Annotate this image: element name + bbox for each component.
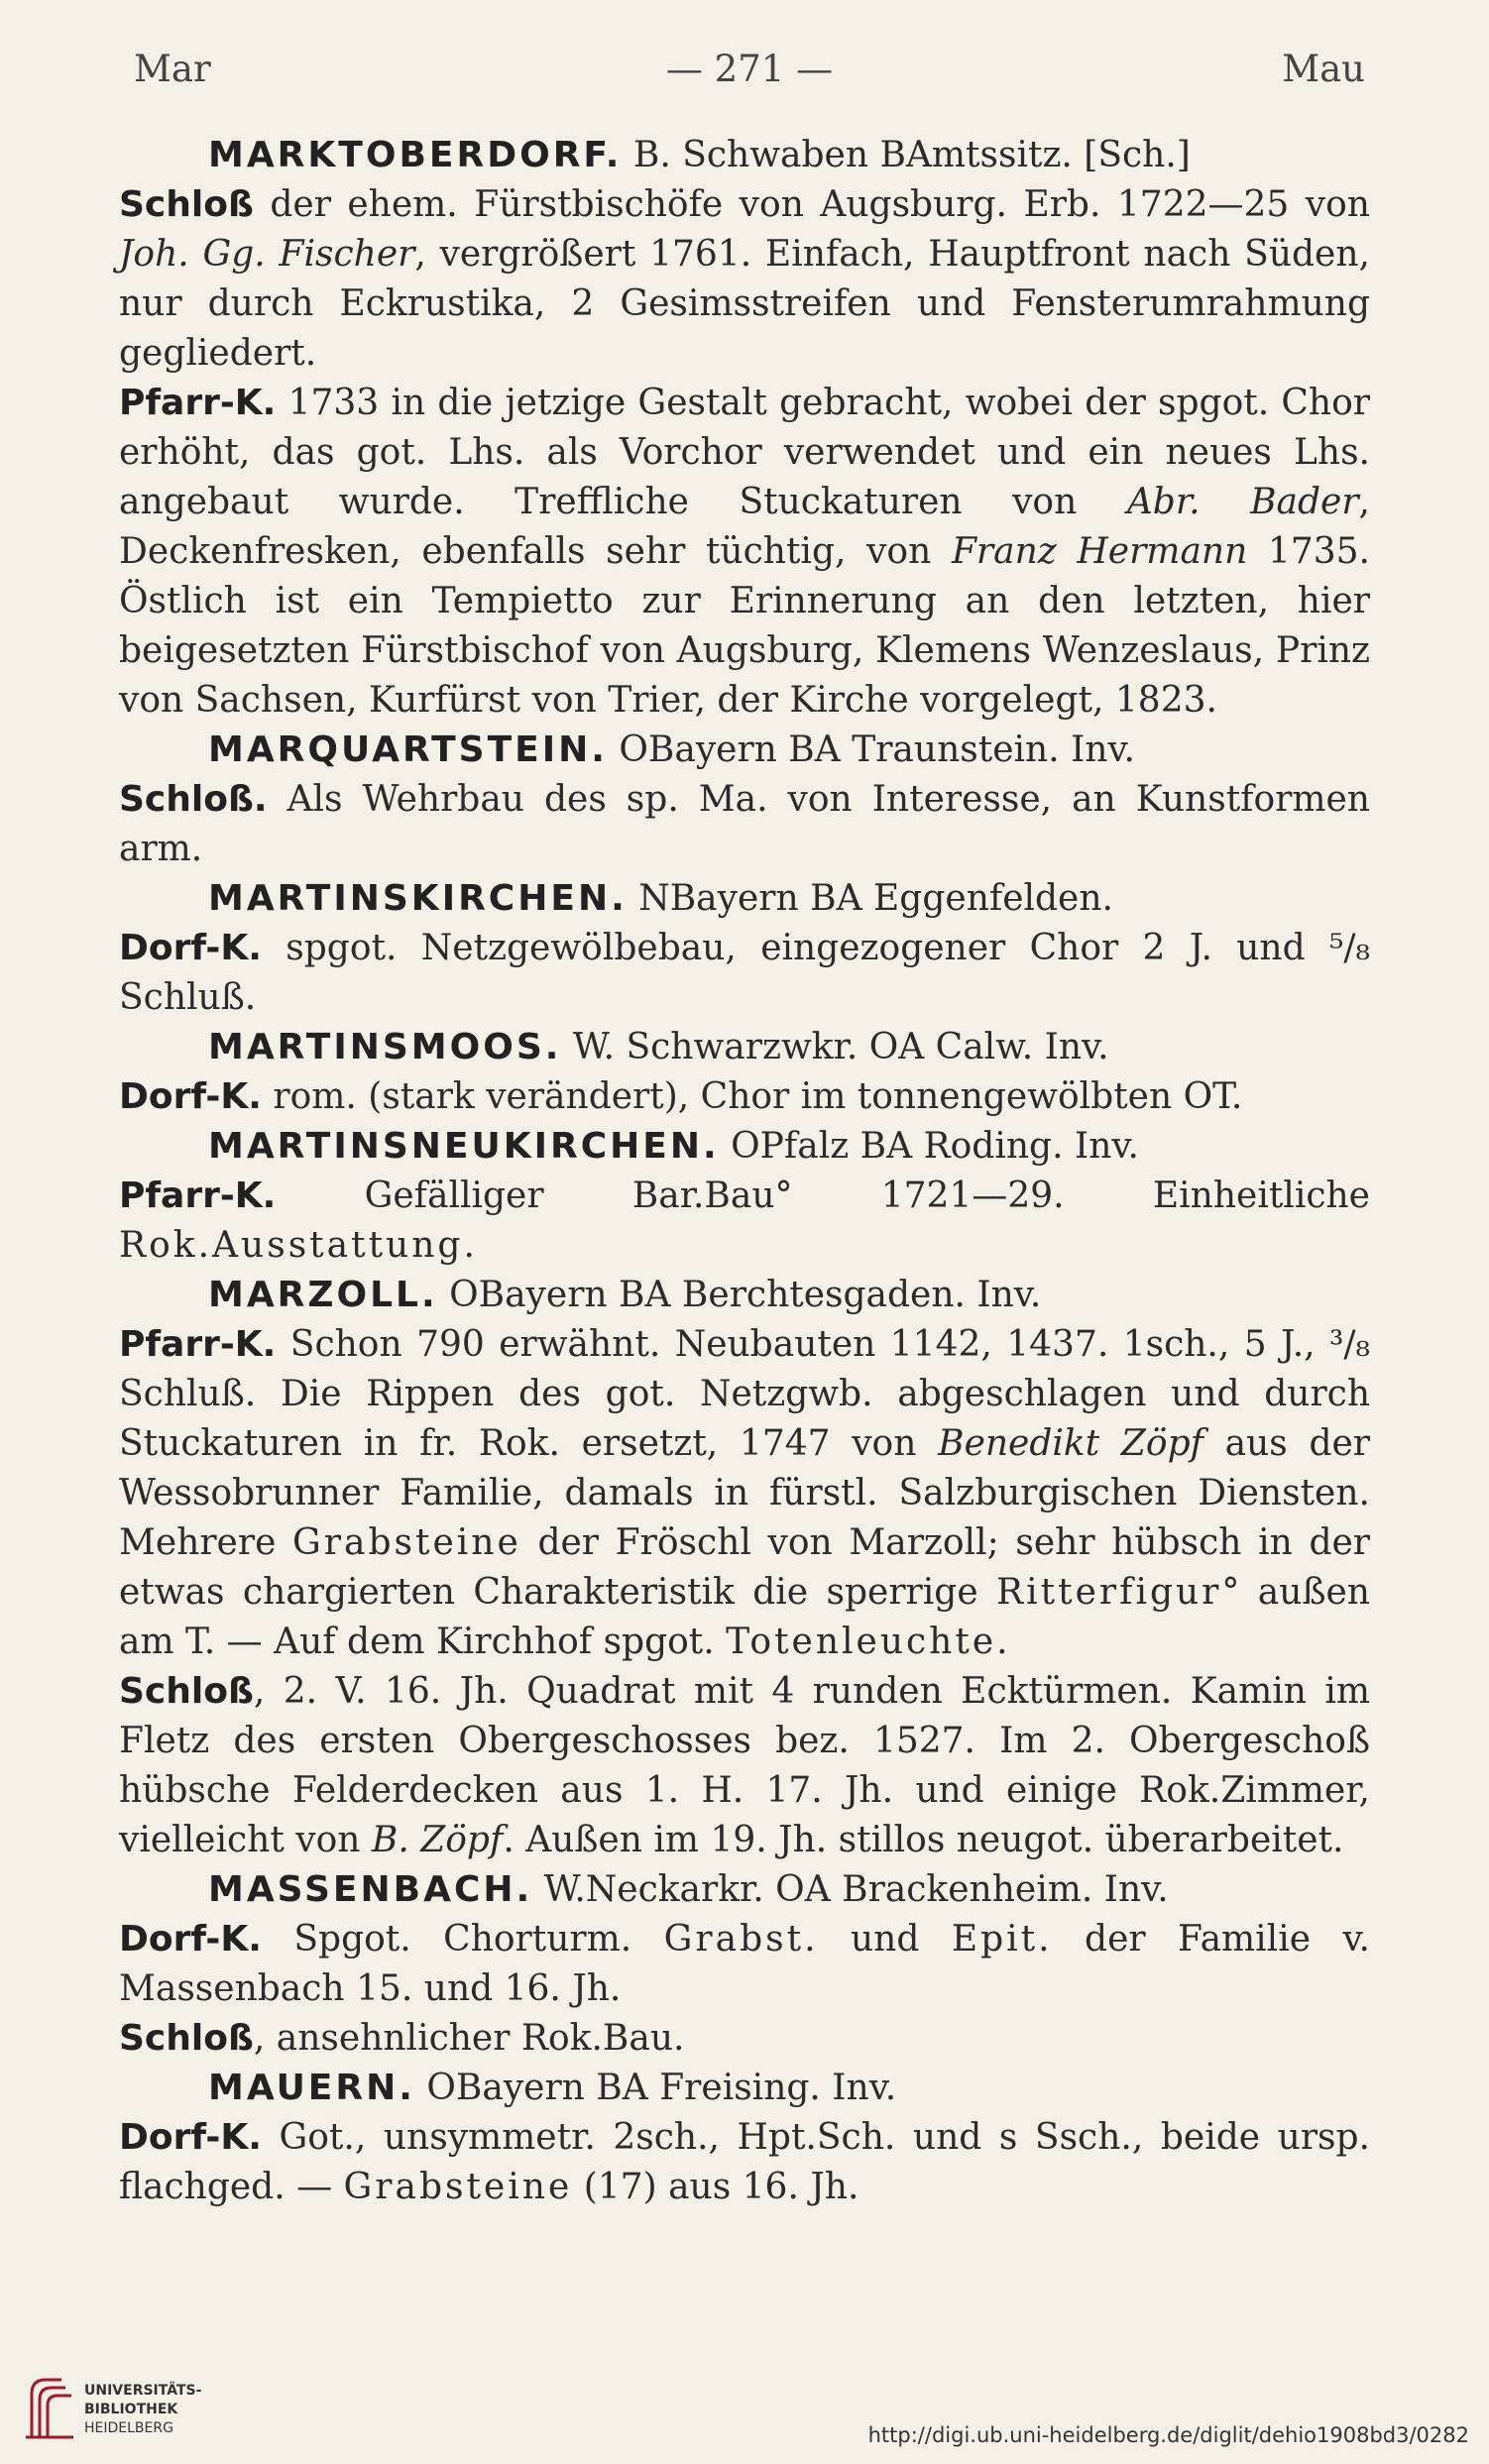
- entry-section: [119, 1320, 1370, 1667]
- section-label: Pfarr-K.: [119, 383, 277, 423]
- entry-heading: [119, 1023, 1370, 1072]
- section-text: der Familie v. Massenbach 15. und 16. Jh.: [119, 1919, 1370, 2009]
- library-logo: [22, 2372, 230, 2451]
- logo-line: UNIVERSITÄTS-: [84, 2383, 202, 2399]
- spaced-term: Totenleuchte: [726, 1622, 997, 1662]
- entry-section: [119, 180, 1370, 379]
- page-content: [119, 131, 1370, 2212]
- entry-section: [119, 1072, 1370, 1122]
- section-text: 1733 in die jetzige Gestalt gebracht, wobei der spgot. Chor erhöht, das got. Lhs. als Vorchor verwendet und ein neues Lhs. angebaut wurde. Treffliche Stuckaturen von: [119, 383, 1370, 522]
- section-text: , ansehnlicher Rok.Bau.: [253, 2018, 685, 2059]
- artist-name: Abr. Bader: [1126, 482, 1359, 522]
- place-name: MASSENBACH.: [208, 1869, 533, 1910]
- page-header: [134, 48, 1365, 97]
- section-text: ° außen am T. — Auf dem Kirchhof spgot.: [119, 1572, 1370, 1662]
- section-text: und: [818, 1919, 952, 1960]
- section-label: Dorf-K.: [119, 2117, 262, 2158]
- entry-section: [119, 775, 1370, 874]
- place-region: W. Schwarzwkr. OA Calw. Inv.: [572, 1027, 1109, 1067]
- place-region: OPfalz BA Roding. Inv.: [731, 1126, 1139, 1167]
- place-region: OBayern BA Freising. Inv.: [426, 2068, 897, 2108]
- section-text: Gefälliger Bar.Bau° 1721—29. Einheitliche: [276, 1176, 1370, 1216]
- section-text: , 2. V. 16. Jh. Quadrat mit 4 runden Ecktürmen. Kamin im Fletz des ersten Obergeschosses bez. 1527. Im 2. Obergeschoß hübsche Felderdecken aus 1. H. 17. Jh. und einige Rok.Zimmer, vielleicht von: [119, 1671, 1370, 1860]
- spaced-term: Grabsteine: [343, 2167, 573, 2207]
- place-name: MARTINSNEUKIRCHEN.: [208, 1126, 720, 1167]
- section-label: Schloß: [119, 1671, 254, 1712]
- entry-heading: [119, 2064, 1370, 2113]
- section-label: Schloß: [119, 2018, 254, 2059]
- entry-heading: [119, 1122, 1370, 1172]
- place-name: MARTINSMOOS.: [208, 1027, 562, 1067]
- artist-name: B. Zöpf: [371, 1820, 504, 1860]
- entry-heading: [119, 726, 1370, 775]
- header-right: Mau: [1282, 48, 1365, 90]
- place-region: NBayern BA Eggenfelden.: [638, 878, 1113, 919]
- section-label: Schloß.: [119, 779, 268, 820]
- entry-section: [119, 1915, 1370, 2014]
- page-number: — 271 —: [665, 48, 834, 90]
- section-text: , vergrößert 1761. Einfach, Hauptfront nach Süden, nur durch Eckrustika, 2 Gesimsstreifen und Fensterumrahmung gegliedert.: [119, 234, 1370, 374]
- section-label: Dorf-K.: [119, 928, 262, 968]
- place-name: MAUERN.: [208, 2068, 415, 2108]
- section-label: Dorf-K.: [119, 1076, 262, 1117]
- section-text: Got., unsymmetr. 2sch., Hpt.Sch. und s Ssch., beide ursp. flachged. —: [119, 2117, 1370, 2207]
- section-text: (17) aus 16. Jh.: [572, 2167, 859, 2207]
- entry-section: [119, 1667, 1370, 1865]
- section-text: . Außen im 19. Jh. stillos neugot. überarbeitet.: [503, 1820, 1344, 1860]
- section-text: 1735. Östlich ist ein Tempietto zur Erinnerung an den letzten, hier beigesetzten Fürstbischof von Augsburg, Klemens Wenzeslaus, Prinz von Sachsen, Kurfürst von Trier, der Kirche vorgelegt, 1823.: [119, 531, 1370, 721]
- section-label: Dorf-K.: [119, 1919, 262, 1960]
- spaced-term: Grabst.: [663, 1919, 819, 1960]
- spaced-term: Epit.: [951, 1919, 1053, 1960]
- entry-section: [119, 2113, 1370, 2212]
- section-text: aus der Wessobrunner Familie, damals in fürstl. Salzburgischen Diensten. Mehrere: [119, 1423, 1371, 1563]
- section-text: , Deckenfresken, ebenfalls sehr tüchtig, von: [119, 482, 1370, 572]
- entry-section: [119, 1172, 1370, 1271]
- place-region: B. Schwaben BAmtssitz. [Sch.]: [632, 135, 1191, 175]
- logo-line: HEIDELBERG: [84, 2420, 173, 2436]
- section-text: spgot. Netzgewölbebau, eingezogener Chor 2 J. und ⁵/₈ Schluß.: [119, 928, 1370, 1018]
- section-label: Pfarr-K.: [119, 1176, 277, 1216]
- library-name: [84, 2382, 201, 2438]
- entry-heading: [119, 1271, 1370, 1320]
- entry-heading: [119, 874, 1370, 924]
- place-region: OBayern BA Traunstein. Inv.: [619, 729, 1136, 770]
- section-text: Schon 790 erwähnt. Neubauten 1142, 1437. 1sch., 5 J., ³/₈ Schluß. Die Rippen des got. Netzgwb. abgeschlagen und durch Stuckaturen in fr. Rok. ersetzt, 1747 von: [119, 1324, 1370, 1464]
- entry-section: [119, 379, 1370, 726]
- section-label: Pfarr-K.: [119, 1324, 277, 1365]
- section-text: .: [463, 1225, 475, 1266]
- section-text: rom. (stark verändert), Chor im tonnengewölbten OT.: [261, 1076, 1243, 1117]
- section-text: Als Wehrbau des sp. Ma. von Interesse, an Kunstformen arm.: [119, 779, 1370, 869]
- entry-heading: [119, 131, 1370, 180]
- spaced-term: Rok.Ausstattung: [119, 1225, 464, 1266]
- section-text: der ehem. Fürstbischöfe von Augsburg. Erb. 1722—25 von: [270, 184, 1370, 225]
- spaced-term: Ritterfigur: [996, 1572, 1222, 1613]
- source-url-link[interactable]: http://digi.ub.uni-heidelberg.de/diglit/dehio1908bd3/0282: [867, 2423, 1469, 2447]
- place-name: MARQUARTSTEIN.: [208, 729, 608, 770]
- section-text: der Fröschl von Marzoll; sehr hübsch in der etwas chargierten Charakteristik die sperrige: [119, 1522, 1371, 1613]
- artist-name: Benedikt Zöpf: [938, 1423, 1203, 1464]
- library-emblem-icon: [22, 2372, 77, 2441]
- logo-line: BIBLIOTHEK: [84, 2402, 178, 2417]
- place-name: MARZOLL.: [208, 1275, 438, 1315]
- entry-section: [119, 2014, 1370, 2064]
- place-region: W.Neckarkr. OA Brackenheim. Inv.: [543, 1869, 1169, 1910]
- place-region: OBayern BA Berchtesgaden. Inv.: [449, 1275, 1042, 1315]
- spaced-term: Grabsteine: [292, 1522, 521, 1563]
- artist-name: Joh. Gg. Fischer: [119, 234, 415, 275]
- entry-heading: [119, 1865, 1370, 1915]
- header-left: Mar: [134, 48, 211, 90]
- place-name: MARTINSKIRCHEN.: [208, 878, 628, 919]
- section-label: Schloß: [119, 184, 254, 225]
- place-name: MARKTOBERDORF.: [208, 135, 623, 175]
- artist-name: Franz Hermann: [951, 531, 1248, 572]
- entry-section: [119, 924, 1370, 1023]
- section-text: .: [996, 1622, 1008, 1662]
- section-text: Spgot. Chorturm.: [261, 1919, 664, 1960]
